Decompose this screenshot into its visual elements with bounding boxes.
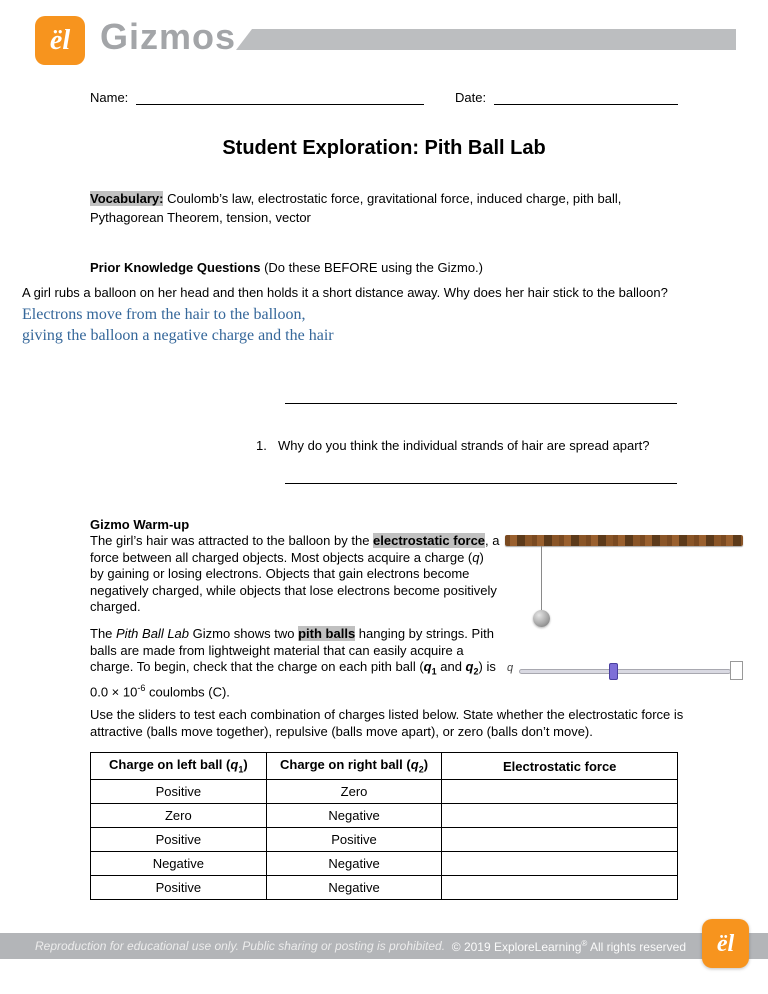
date-blank[interactable] <box>494 104 678 105</box>
gizmo-illustration <box>505 531 743 683</box>
cell-force-blank[interactable] <box>442 780 678 804</box>
q1-symbol: q <box>423 659 432 674</box>
text-run: coulombs (C). <box>145 684 230 700</box>
warmup-paragraph-3: Use the sliders to test each combination of charges listed below. State whether the electrostatic force is attractive (balls move together), repulsive (balls move apart), or zero (balls don’t move). <box>90 707 684 739</box>
exponent: -6 <box>137 683 146 694</box>
gizmo-name: Pith Ball Lab <box>116 626 190 641</box>
q1-symbol: q <box>230 757 239 773</box>
page-title: Student Exploration: Pith Ball Lab <box>222 137 546 159</box>
text-run: hanging by strings. Pith balls are made from lightweight material that can easily acquire a charge. To begin, check that the charge on each pith ball ( <box>90 626 494 674</box>
electrostatic-force-term: electrostatic force <box>373 533 486 548</box>
q1-subscript: 1 <box>431 666 437 677</box>
footer-bar <box>0 930 768 959</box>
text-run: All rights reserved <box>587 939 686 954</box>
text-run: ) <box>423 757 429 773</box>
text-run: The <box>90 626 117 641</box>
table-header-force: Electrostatic force <box>442 753 678 780</box>
registered-mark: ® <box>581 938 588 948</box>
student-answer-line-1: Electrons move from the hair to the balloon, <box>22 306 306 323</box>
text-run: and <box>436 659 466 674</box>
prior-knowledge-heading <box>90 258 730 277</box>
table-header-q1 <box>91 753 267 780</box>
cell-force-blank[interactable] <box>442 804 678 828</box>
question-1-text: Why do you think the individual strands of hair are spread apart? <box>278 438 650 453</box>
wooden-rod <box>505 535 743 546</box>
q2-subscript: 2 <box>473 666 479 677</box>
warmup-paragraph-1 <box>90 533 500 616</box>
gizmos-logo-glyph: ël <box>49 24 71 56</box>
q2-symbol: q <box>465 659 474 674</box>
name-label: Name: <box>90 90 129 105</box>
q2-subscript: 2 <box>418 764 424 775</box>
text-run: Charge on right ball ( <box>280 757 411 773</box>
text-run: Charge on left ball ( <box>109 757 231 773</box>
student-answer-line-2: giving the balloon a negative charge and the hair <box>22 327 334 344</box>
pith-ball <box>533 610 550 627</box>
warmup-heading: Gizmo Warm-up <box>90 517 190 532</box>
text-run: © 2019 ExploreLearning <box>451 939 582 954</box>
text-run: ) by gaining or losing electrons. Objects that gain electrons become negatively charged, while objects that lose electrons become positively charged. <box>90 549 497 614</box>
footer-rights <box>452 939 686 954</box>
cell-q2: Negative <box>266 852 442 876</box>
pith-balls-term: pith balls <box>298 626 356 641</box>
table-row <box>91 852 678 876</box>
question-1 <box>256 438 680 453</box>
brand-title: Gizmos <box>100 16 237 57</box>
pith-ball-string <box>541 546 542 610</box>
date-label: Date: <box>455 90 487 105</box>
cell-q2: Negative <box>266 876 442 900</box>
charge-slider-handle <box>609 663 618 680</box>
cell-q2: Zero <box>266 780 442 804</box>
answer-blank-2[interactable] <box>285 483 677 484</box>
prior-knowledge-bold: Prior Knowledge Questions <box>90 260 265 275</box>
charge-slider-label: q <box>507 662 514 674</box>
table-header-q2 <box>266 753 442 780</box>
table-header-row <box>91 753 678 780</box>
charge-symbol: q <box>472 549 480 565</box>
name-blank[interactable] <box>136 104 424 105</box>
text-run: , a force between all charged objects. Most objects acquire a charge ( <box>90 533 500 565</box>
footer-copyright-notice: Reproduction for educational use only. Public sharing or posting is prohibited. <box>35 939 446 953</box>
explorelearning-logo-glyph: ël <box>716 930 735 957</box>
gizmos-logo <box>35 16 85 65</box>
header-decoration-bar <box>236 29 736 50</box>
cell-force-blank[interactable] <box>442 852 678 876</box>
charge-slider-track <box>519 669 731 674</box>
answer-blank-1[interactable] <box>285 403 677 404</box>
table-row <box>91 804 678 828</box>
cell-force-blank[interactable] <box>442 876 678 900</box>
prior-knowledge-note: (Do these BEFORE using the Gizmo.) <box>264 260 483 275</box>
text-run: ) <box>243 757 248 773</box>
cell-q2: Negative <box>266 804 442 828</box>
text-run: The girl’s hair was attracted to the balloon by the <box>90 533 374 548</box>
cell-q2: Positive <box>266 828 442 852</box>
cell-q1: Positive <box>91 876 267 900</box>
explorelearning-logo <box>702 919 749 968</box>
warmup-paragraph-2 <box>90 626 500 701</box>
text-run: ) is 0.0 × 10 <box>90 659 496 700</box>
slider-value-box <box>730 661 743 680</box>
vocabulary-paragraph <box>90 189 684 227</box>
cell-q1: Positive <box>91 828 267 852</box>
cell-force-blank[interactable] <box>442 828 678 852</box>
cell-q1: Positive <box>91 780 267 804</box>
charge-table <box>90 752 678 900</box>
vocabulary-label: Vocabulary: <box>90 191 164 206</box>
vocabulary-terms: Coulomb’s law, electrostatic force, gravitational force, induced charge, pith ball, Pythagorean Theorem, tension, vector <box>90 191 622 225</box>
cell-q1: Zero <box>91 804 267 828</box>
text-run: Gizmo shows two <box>189 626 299 641</box>
table-row <box>91 780 678 804</box>
table-row <box>91 876 678 900</box>
question-1-number: 1. <box>256 438 267 453</box>
cell-q1: Negative <box>91 852 267 876</box>
q1-subscript: 1 <box>238 764 244 775</box>
q2-symbol: q <box>410 757 419 773</box>
intro-question: A girl rubs a balloon on her head and then holds it a short distance away. Why does her hair stick to the balloon? <box>22 285 668 300</box>
table-row <box>91 828 678 852</box>
